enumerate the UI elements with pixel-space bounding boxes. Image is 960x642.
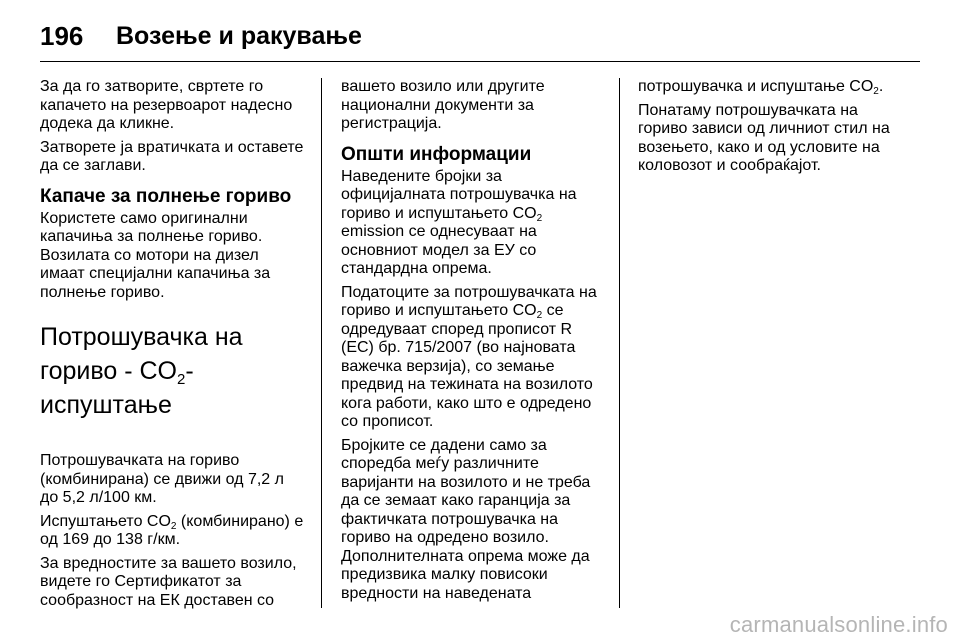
header-rule — [40, 61, 920, 62]
paragraph: Затворете ја вратичката и оставете да се заглави. — [40, 138, 304, 174]
heading-fuel-consumption: Потрошувачка на гориво - $CO_2$-испуштање — [40, 323, 243, 419]
paragraph: Користете само оригинални капачиња за полнење гориво. Возилата со мотори на дизел имаат специјални капачиња за полнење гориво. — [40, 209, 271, 301]
column-divider — [321, 78, 322, 608]
paragraph: потрошувачка и испуштање $CO_2$. — [638, 78, 884, 97]
paragraph: Испуштањето $CO_2$ (комбинирано) е од 169 до 138 г/км. — [40, 512, 304, 548]
column-2 — [341, 78, 606, 608]
column-divider — [619, 78, 620, 608]
paragraph: Податоците за потрошувачката на гориво и испуштањето $CO_2$ се одредуваат според прописот R (EC) бр. 715/2007 (во најновата важечка верзија), со земање предвид на тежината на возилото кога работи, како што е одредено со прописот. — [341, 283, 597, 430]
paragraph: За вредностите за вашето возило, видете го Сертификатот за сообразност на ЕК доставен со — [40, 554, 297, 609]
page-number: 196 — [40, 20, 84, 51]
column-1 — [40, 78, 305, 615]
heading-fuel-cap: Капаче за полнење гориво — [40, 185, 292, 207]
column-3 — [638, 78, 908, 181]
paragraph: Наведените бројки за официјалната потрошувачка на гориво и испуштањето $CO_2$ emission се однесуваат на основниот модел за ЕУ со стандардна опрема. — [341, 167, 577, 277]
paragraph: Понатаму потрошувачката на гориво зависи од личниот стил на возењето, како и од условите на коловозот и сообраќајот. — [638, 101, 890, 174]
paragraph: Потрошувачката на гориво (комбинирана) се движи од 7,2 л до 5,2 л/100 км. — [40, 452, 284, 506]
paragraph: За да го затворите, свртете го капачето на резервоарот надесно додека да кликне. — [40, 78, 293, 132]
heading-general-info: Општи информации — [341, 143, 532, 165]
paragraph: вашето возило или другите национални документи за регистрација. — [341, 78, 545, 132]
watermark: carmanualsonline.info — [729, 612, 948, 637]
section-title: Возење и ракување — [116, 21, 362, 50]
page-header — [40, 14, 920, 58]
paragraph: Бројките се дадени само за споредба меѓу различните варијанти на возилото и не треба да се земаат како гаранција за фактичката потрошувачка на гориво на одредено возило. Дополнителната опрема може да предизвика малку повисоки вредности на наведената — [341, 436, 591, 602]
